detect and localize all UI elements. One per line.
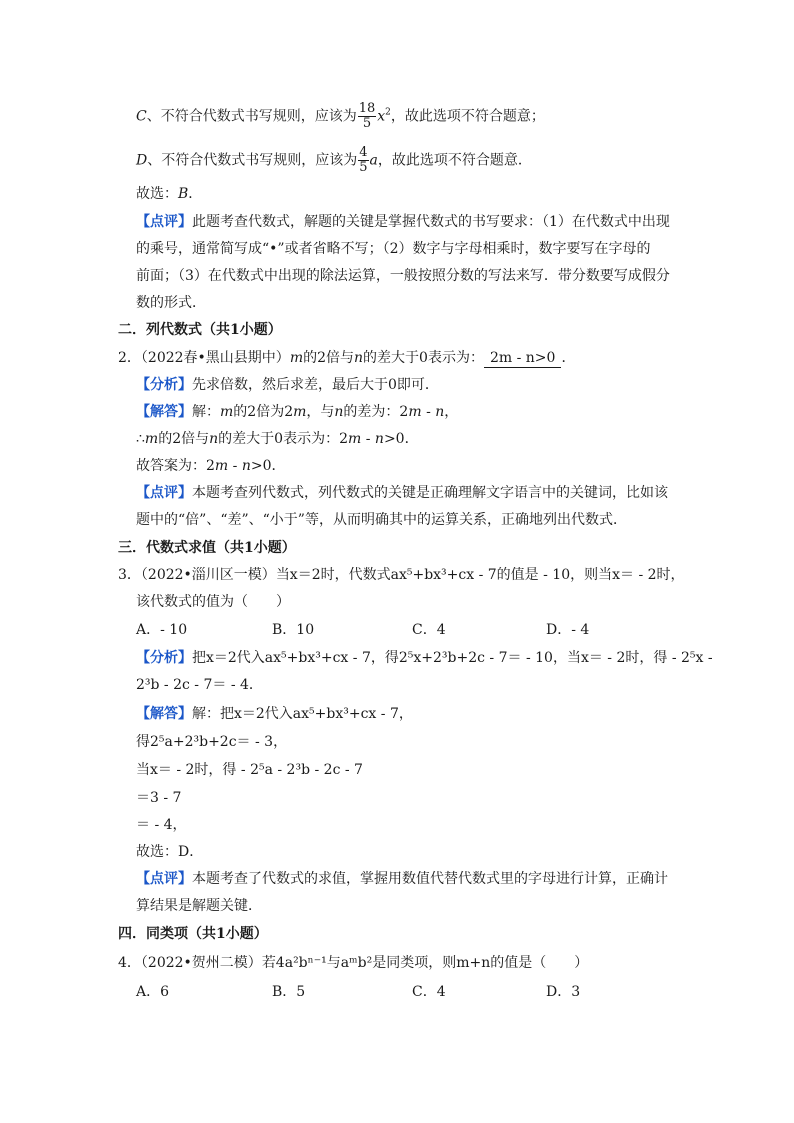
q1-comment-line-3: 前面；（3）在代数式中出现的除法运算，一般按照分数的写法来写．带分数要写成假分 xyxy=(136,268,670,284)
q2-stem: 2．（2022春•黑山县期中）m的2倍与n的差大于0表示为： 2m - n>0 ． xyxy=(118,350,576,366)
q4-option-a: A．6 xyxy=(136,984,170,1000)
q4-option-b: B．5 xyxy=(272,984,306,1000)
q3-stem-line-2: 该代数式的值为（ ） xyxy=(136,594,290,610)
q3-option-a: A．- 10 xyxy=(136,622,188,638)
q3-option-b: B．10 xyxy=(272,622,315,638)
q4-option-d: D．3 xyxy=(546,984,581,1000)
section-3-heading: 三．代数式求值（共1小题） xyxy=(118,540,296,556)
fraction-4-5: $\frac{4}{5}$ xyxy=(359,145,368,175)
q3-comment-line-1: 【点评】本题考查了代数式的求值，掌握用数值代替代数式里的字母进行计算，正确计 xyxy=(136,871,668,887)
q3-comment-line-2: 算结果是解题关键． xyxy=(136,898,262,914)
q3-solution-line-1: 【解答】解：把x＝2代入ax⁵+bx³+cx - 7， xyxy=(136,706,413,722)
q3-answer: 故选：D． xyxy=(136,844,204,860)
q1-comment-line-4: 数的形式． xyxy=(136,295,206,311)
q2-comment-line-2: 题中的“倍”、“差”、“小于”等，从而明确其中的运算关系，正确地列出代数式． xyxy=(136,512,627,528)
q4-stem: 4．（2022•贺州二模）若4a²bⁿ⁻¹与aᵐb²是同类项，则m+n的值是（ ） xyxy=(118,955,589,971)
option-d-line: D、不符合代数式书写规则，应该为 $\frac{4}{5}$ a，故此选项不符合题意． xyxy=(136,145,532,175)
section-2-heading: 二．列代数式（共1小题） xyxy=(118,322,282,338)
q2-answer-blank: 2m - n>0 xyxy=(484,349,561,368)
q2-solution-line-2: ∴m的2倍与n的差大于0表示为：2m - n>0． xyxy=(136,431,419,447)
q1-comment-line-2: 的乘号，通常简写成“•”或者省略不写；（2）数字与字母相乘时，数字要写在字母的 xyxy=(136,241,651,257)
q2-analysis: 【分析】先求倍数，然后求差，最后大于0即可． xyxy=(136,377,439,393)
q2-answer: 故答案为：2m - n>0． xyxy=(136,458,286,474)
fraction-18-5: $\frac{18}{5}$ xyxy=(358,101,376,131)
option-c-line: C、不符合代数式书写规则，应该为 $\frac{18}{5}$ $x^2$，故此选项不符合题意； xyxy=(136,101,545,131)
section-4-heading: 四．同类项（共1小题） xyxy=(118,926,268,942)
q1-comment-line-1: 【点评】此题考查代数式，解题的关键是掌握代数式的书写要求：（1）在代数式中出现 xyxy=(136,214,670,230)
q3-stem-line-1: 3．（2022•淄川区一模）当x＝2时，代数式ax⁵+bx³+cx - 7的值是 - 10，则当x＝ - 2时， xyxy=(118,567,685,583)
q2-solution-line-1: 【解答】解：m的2倍为2m，与n的差为：2m - n， xyxy=(136,404,459,420)
q4-option-c: C．4 xyxy=(412,984,446,1000)
q3-analysis-line-1: 【分析】把x＝2代入ax⁵+bx³+cx - 7，得2⁵x+2³b+2c - 7＝ - 10，当x＝ - 2时，得 - 2⁵x - xyxy=(136,650,713,666)
q3-solution-line-5: ＝ - 4， xyxy=(136,817,187,833)
q2-comment-line-1: 【点评】本题考查列代数式，列代数式的关键是正确理解文字语言中的关键词，比如该 xyxy=(136,485,668,501)
q3-analysis-line-2: 2³b - 2c - 7＝ - 4． xyxy=(136,677,263,693)
q3-option-c: C．4 xyxy=(412,622,446,638)
q3-solution-line-3: 当x＝ - 2时，得 - 2⁵a - 2³b - 2c - 7 xyxy=(136,762,363,778)
q3-option-d: D．- 4 xyxy=(546,622,590,638)
q3-solution-line-4: ＝3 - 7 xyxy=(136,790,182,806)
q3-solution-line-2: 得2⁵a+2³b+2c＝ - 3， xyxy=(136,734,288,750)
q1-answer: 故选：B． xyxy=(136,186,203,202)
